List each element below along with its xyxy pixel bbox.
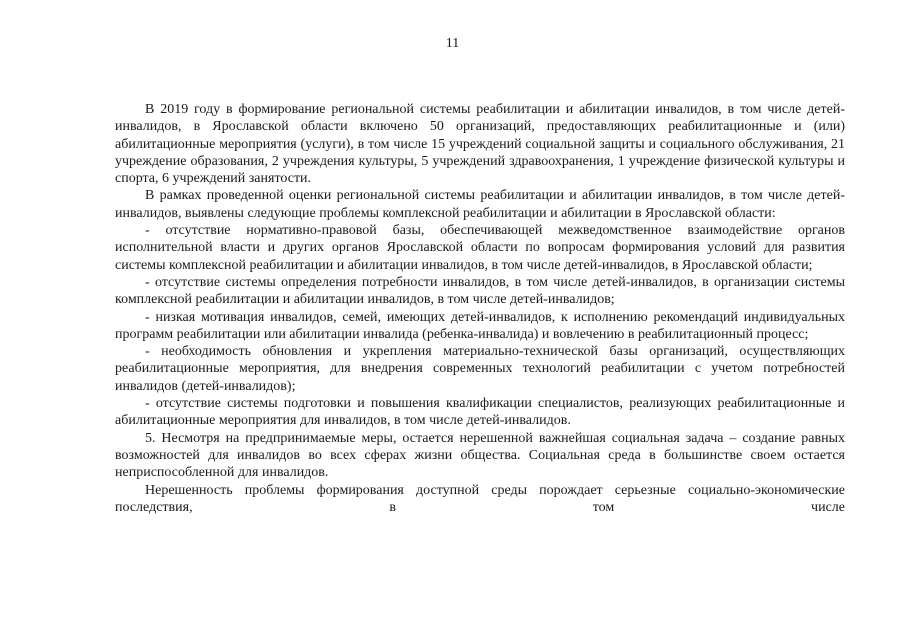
paragraph-assessment-intro: В рамках проведенной оценки региональной системы реабилитации и абилитации инвалидов, в том числе детей-инвалидов, выявлены следующие проблемы комплексной реабилитации и абилитации в Ярославской области: [115,188,845,221]
paragraph-consequences: Нерешенность проблемы формирования доступной среды порождает серьезные социально-экономические последствия, в том числе [115,482,845,515]
list-item-legal-base: - отсутствие нормативно-правовой базы, обеспечивающей межведомственное взаимодействие органов исполнительной власти и других органов Ярославской области по вопросам формирования условий для развития системы комплексной реабилитации и абилитации инвалидов, в том числе детей-инвалидов, в Ярославской области; [115,223,845,273]
list-item-low-motivation: - низкая мотивация инвалидов, семей, имеющих детей-инвалидов, к исполнению рекомендаций индивидуальных программ реабилитации или абилитации инвалида (ребенка-инвалида) и вовлечению в реабилитационный процесс; [115,309,845,342]
page-number: 11 [445,36,460,51]
list-item-staff-training: - отсутствие системы подготовки и повышения квалификации специалистов, реализующих реабилитационные и абилитационные мероприятия для инвалидов, в том числе детей-инвалидов. [115,396,845,429]
paragraph-organizations: В 2019 году в формирование региональной системы реабилитации и абилитации инвалидов, в том числе детей-инвалидов, в Ярославской области включено 50 организаций, предоставляющих реабилитационные и (или) абилитационные мероприятия (услуги), в том числе 15 учреждений социальной защиты и социального обслуживания, 21 учреждение образования, 2 учреждения культуры, 5 учреждений здравоохранения, 1 учреждение физической культуры и спорта, 6 учреждений занятости. [115,102,845,187]
list-item-material-base: - необходимость обновления и укрепления материально-технической базы организаций, осуществляющих реабилитационные мероприятия, для внедрения современных технологий реабилитации с учетом потребностей инвалидов (детей-инвалидов); [115,344,845,394]
paragraph-social-task: 5. Несмотря на предпринимаемые меры, остается нерешенной важнейшая социальная задача – создание равных возможностей для инвалидов во всех сферах жизни общества. Социальная среда в большинстве своем остается неприспособленной для инвалидов. [115,430,845,481]
list-item-needs-assessment: - отсутствие системы определения потребности инвалидов, в том числе детей-инвалидов, в организации системы комплексной реабилитации и абилитации инвалидов, в том числе детей-инвалидов; [115,274,845,308]
document-body [115,101,845,516]
